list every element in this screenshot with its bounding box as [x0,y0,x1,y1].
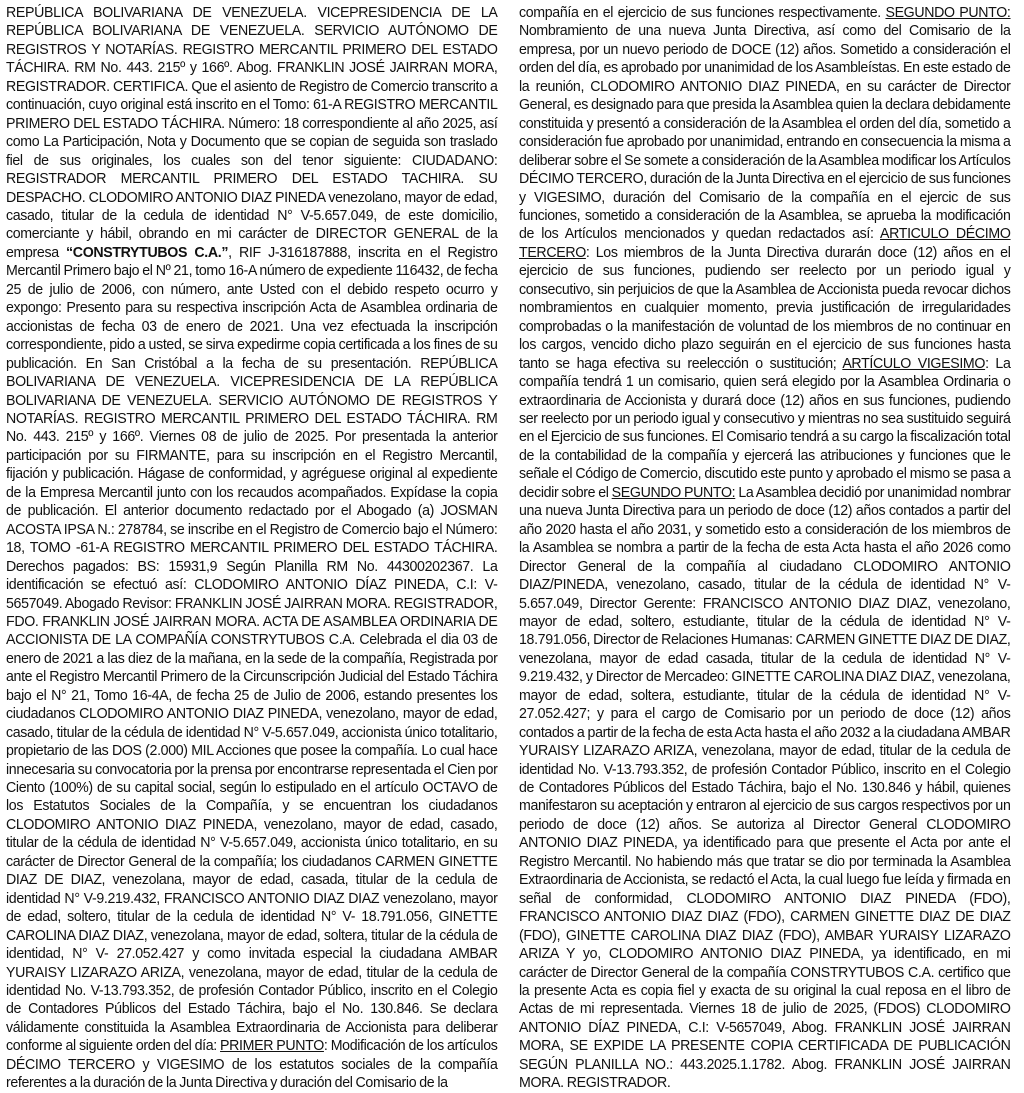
left-column [6,4,498,1092]
appointments-and-closing-text: La Asamblea decidió por unanimidad nombrar una nueva Junta Directiva para un periodo de doce (12) años contados a partir del año 2020 hasta el año 2031, y sometido esto a consideración de los miembros de la Asamblea se nombra a partir de la fecha de esta Acta hasta el año 2026 como Director General de la compañía al ciudadano CLODOMIRO ANTONIO DIAZ/PINEDA, venezolano, casado, titular de la cédula de identidad N° V-5.657.049, Director Gerente: FRANCISCO ANTONIO DIAZ DIAZ, venezolano, mayor de edad, soltero, estudiante, titular de la cédula de identidad N° V-18.791.056, Director de Relaciones Humanas: CARMEN GINETTE DIAZ DE DIAZ, venezolana, mayor de edad casada, titular de la cedula de identidad N° V-9.219.432, y Director de Mercadeo: GINETTE CAROLINA DIAZ DIAZ, venezolana, mayor de edad, soltera, estudiante, titular de la cédula de identidad N° V- 27.052.427; y para el cargo de Comisario por un periodo de doce (12) años contados a partir de la fecha de esta Acta hasta el año 2032 a la ciudadana AMBAR YURAISY LIZARAZO ARIZA, venezolana, mayor de edad, titular de la cedula de identidad No. V-13.793.352, de profesión Contador Público, inscrito en el Colegio de Contadores Públicos del Estado Táchira, bajo el No. 130.846 y hábil, quienes manifestaron su aceptación y entraron al ejercicio de sus cargos respectivos por un periodo de doce (12) años. Se autoriza al Director General CLODOMIRO ANTONIO DIAZ PINEDA, ya identificado para que presente el Acta por ante el Registro Mercantil. No habiendo más que tratar se dio por terminada la Asamblea Extraordinaria de Accionista, se redactó el Acta, la cual luego fue leída y firmada en señal de conformidad, CLODOMIRO ANTONIO DIAZ PINEDA (FDO), FRANCISCO ANTONIO DIAZ DIAZ (FDO), CARMEN GINETTE DIAZ DE DIAZ (FDO), GINETTE CAROLINA DIAZ DIAZ (FDO), AMBAR YURAISY LIZARAZO ARIZA Y yo, CLODOMIRO ANTONIO DIAZ PINEDA, ya identificado, en mi carácter de Director General de la compañía CONSTRYTUBOS C.A. certifico que la presente Acta es copia fiel y exacta de su original la cual reposa en el libro de Actas de mi representada. Viernes 18 de julio de 2025, (FDOS) CLODOMIRO ANTONIO DÍAZ PINEDA, C.I: V-5657049, Abog. FRANKLIN JOSÉ JAIRRAN MORA, SE EXPIDE LA PRESENTE COPIA CERTIFICADA DE PUBLICACIÓN SEGÚN PLANILLA NO.: 443.2025.1.1782. Abog. FRANKLIN JOSÉ JAIRRAN MORA. REGISTRADOR. [519,484,1011,1092]
articulo-vigesimo-heading: ARTÍCULO VIGESIMO [842,355,986,372]
segundo-punto-text: Nombramiento de una nueva Junta Directiva, así como del Comisario de la empresa, por un nuevo periodo de DOCE (12) años. Sometido a consideración el orden del día, es aprobado por unanimidad de los Asambleístas. En este estado de la reunión, CLODOMIRO ANTONIO DIAZ PINEDA, en su carácter de Director General, es designado para que presida la Asamblea quien la declara debidamente constituida y presentó a consideración de la Asamblea el orden del día, sometido a consideración fue aprobado por unanimidad, entrando en consecuencia la misma a deliberar sobre el Se somete a consideración de la Asamblea modificar los Artículos DÉCIMO TERCERO, duración de la Junta Directiva en el ejercicio de sus funciones y VIGESIMO, duración del Comisario de la compañía en el ejercic de sus funciones, sometido a consideración de la Asamblea, se aprueba la modificación de los Artículos mencionados y quedan redactados así: [519,23,1011,243]
articulo-vigesimo-text: : La compañía tendrá 1 un comisario, quien será elegido por la Asamblea Ordinaria o extraordinaria de Accionista y durará doce (12) años en sus funciones, pudiendo ser reelecto por un periodo igual y consecutivo y mientras no sea sustituido seguirá en el Ejercicio de sus funciones. El Comisario tendrá a su cargo la fiscalización total de la contabilidad de la compañía y ejercerá las atribuciones y funciones que le señale el Código de Comercio, discutido este punto y aprobado el mismo se pasa a decidir sobre el [519,355,1011,501]
primer-punto-heading: PRIMER PUNTO [220,1038,324,1055]
segundo-punto-decision-heading: SEGUNDO PUNTO: [611,484,736,501]
left-column-text [6,4,498,1093]
articulo-decimo-tercero-text: : Los miembros de la Junta Directiva durarán doce (12) años en el ejercicio de sus funciones, pudiendo ser reelecto por un periodo igual y consecutivo, sin perjuicios de que la Asamblea de Accionista pueda revocar dichos nombramientos en cualquier momento, previa justificación de irregularidades comprobadas o la manifestación de voluntad de los miembros de no continuar en los cargos, vencido dicho plazo seguirán en el ejercicio de sus funciones hasta tanto se haga efectiva su reelección o sustitución; [519,244,1011,372]
primer-punto-text: : Modificación de los artículos DÉCIMO TERCERO y VIGESIMO de los estatutos sociales de la compañía referentes a la duración de la Junta Directiva y duración del Comisario de la [6,1038,498,1092]
segundo-punto-heading: SEGUNDO PUNTO: [885,5,1011,21]
company-name: “CONSTRYTUBOS C.A.” [66,244,229,261]
continuation-text: compañía en el ejercicio de sus funciones respectivamente. [519,5,886,21]
articulo-decimo-tercero-heading: ARTICULO DÉCIMO TERCERO [519,226,1011,261]
participation-and-minutes-text: , RIF J-316187888, inscrita en el Registro Mercantil Primero bajo el Nº 21, tomo 16-A número de expediente 116432, de fecha 25 de julio de 2006, con número, ante Usted con el debido respeto ocurro y expongo: Presento para su respectiva inscripción Acta de Asamblea ordinaria de accionistas de fecha 03 de enero de 2021. Una vez efectuada la inscripción correspondiente, pido a usted, se sirva expedirme copia certificada a los fines de su publicación. En San Cristóbal a la fecha de su presentación. REPÚBLICA BOLIVARIANA DE VENEZUELA. VICEPRESIDENCIA DE LA REPÚBLICA BOLIVARIANA DE VENEZUELA. SERVICIO AUTÓNOMO DE REGISTROS Y NOTARÍAS. REGISTRO MERCANTIL PRIMERO DEL ESTADO TÁCHIRA. RM No. 443. 215º y 166º. Viernes 08 de julio de 2025. Por presentada la anterior participación por su FIRMANTE, para su inscripción en el Registro Mercantil, fijación y publicación. Hágase de conformidad, y agréguese original al expediente de la Empresa Mercantil junto con los recaudos acompañados. Expídase la copia de publicación. El anterior documento redactado por el Abogado (a) JOSMAN ACOSTA IPSA N.: 278784, se inscribe en el Registro de Comercio bajo el Número: 18, TOMO -61-A REGISTRO MERCANTIL PRIMERO DEL ESTADO TÁCHIRA. Derechos pagados: BS: 15931,9 Según Planilla RM No. 44300202367. La identificación se efectuó así: CLODOMIRO ANTONIO DÍAZ PINEDA, C.I: V-5657049. Abogado Revisor: FRANKLIN JOSÉ JAIRRAN MORA. REGISTRADOR, FDO. FRANKLIN JOSÉ JAIRRAN MORA. ACTA DE ASAMBLEA ORDINARIA DE ACCIONISTA DE LA COMPAÑÍA CONSTRYTUBOS C.A. Celebrada el dia 03 de enero de 2021 a las diez de la mañana, en la sede de la compañía, Registrada por ante el Registro Mercantil Primero de la Circunscripción Judicial del Estado Táchira bajo el N° 21, Tomo 16-4A, de fecha 25 de Julio de 2006, estando presentes los ciudadanos CLODOMIRO ANTONIO DIAZ PINEDA, venezolano, mayor de edad, casado, titular de la cédula de identidad N° V-5.657.049, accionista único totalitario, propietario de las DOS (2.000) MIL Acciones que posee la compañía. Lo cual hace innecesaria su convocatoria por la prensa por encontrarse representada el Cien por Ciento (100%) de su capital social, según lo estipulado en el artículo OCTAVO de los Estatutos Sociales de la Compañía, y se encuentran los ciudadanos CLODOMIRO ANTONIO DIAZ PINEDA, venezolano, mayor de edad, casado, titular de la cédula de identidad N° V-5.657.049, accionista único totalitario, en su carácter de Director General de la compañía; los ciudadanos CARMEN GINETTE DIAZ DE DIAZ, venezolana, mayor de edad, casada, titular de la cedula de identidad N° V-9.219.432, FRANCISCO ANTONIO DIAZ DIAZ venezolano, mayor de edad, soltero, titular de la cedula de identidad N° V- 18.791.056, GINETTE CAROLINA DIAZ DIAZ, venezolana, mayor de edad, soltera, titular de la cédula de identidad, N° V- 27.052.427 y como invitada especial la ciudadana AMBAR YURAISY LIZARAZO ARIZA, venezolana, mayor de edad, titular de la cedula de identidad No. V-13.793.352, de profesión Contador Público, inscrito en el Colegio de Contadores Públicos del Estado Táchira, bajo el No. 130.846. Se declara válidamente constituida la Asamblea Extraordinaria de Accionista para deliberar conforme al siguiente orden del día: [6,244,498,1055]
certification-text: REPÚBLICA BOLIVARIANA DE VENEZUELA. VICEPRESIDENCIA DE LA REPÚBLICA BOLIVARIANA DE VENEZUELA. SERVICIO AUTÓNOMO DE REGISTROS Y NOTARÍAS. REGISTRO MERCANTIL PRIMERO DEL ESTADO TÁCHIRA. RM No. 443. 215º y 166º. Abog. FRANKLIN JOSÉ JAIRRAN MORA, REGISTRADOR. CERTIFICA. Que el asiento de Registro de Comercio transcrito a continuación, cuyo original está inscrito en el Tomo: 61-A REGISTRO MERCANTIL PRIMERO DEL ESTADO TÁCHIRA. Número: 18 correspondiente al año 2025, así como La Participación, Nota y Documento que se copian de seguida son traslado fiel de sus originales, los cuales son del tenor siguiente: CIUDADANO: REGISTRADOR MERCANTIL PRIMERO DEL ESTADO TACHIRA. SU DESPACHO. CLODOMIRO ANTONIO DIAZ PINEDA venezolano, mayor de edad, casado, titular de la cedula de identidad N° V-5.657.049, de este domicilio, comerciante y hábil, obrando en mi carácter de DIRECTOR GENERAL de la empresa [6,5,498,261]
right-column [519,4,1011,1092]
right-column-text [519,4,1011,1093]
